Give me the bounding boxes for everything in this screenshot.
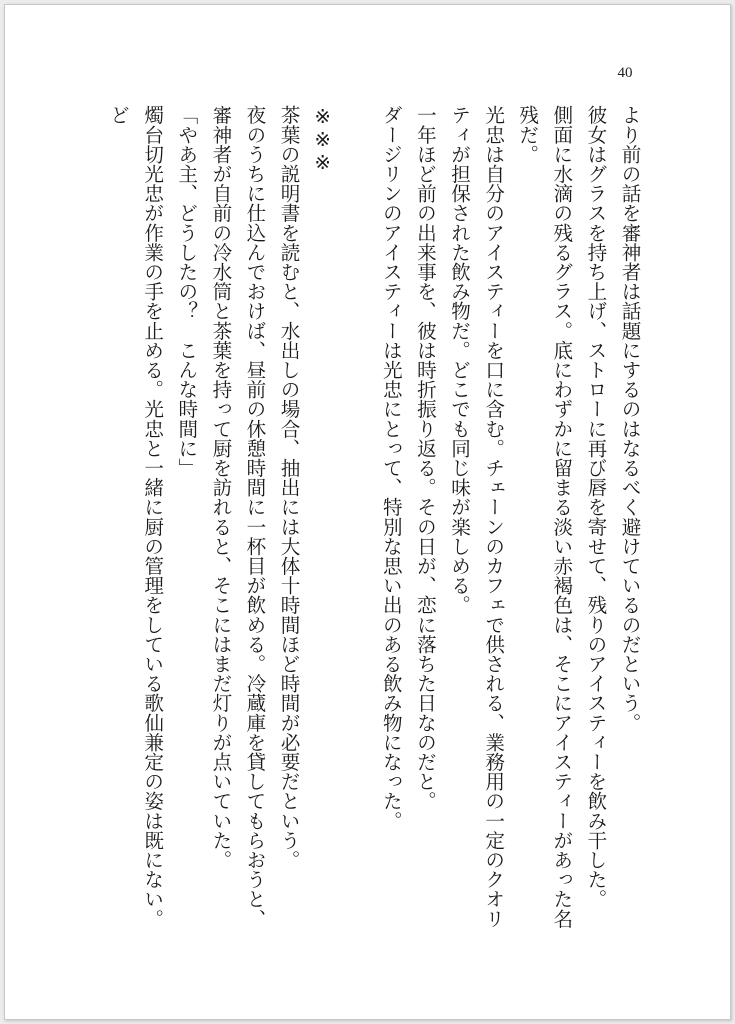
scene-break: ※※※	[311, 105, 335, 174]
blank-line	[339, 105, 373, 945]
page-number: 40	[617, 65, 633, 81]
paragraph: 「やあ主、どうしたの？ こんな時間に」	[174, 105, 198, 478]
paragraph: 一年ほど前の出来事を、彼は時折振り返る。その日が、恋に落ちた日なのだと。	[413, 105, 437, 811]
paragraph: 側面に水滴の残るグラス。底にわずかに留まる淡い赤褐色は、そこにアイスティーがあった名残だ。	[515, 105, 573, 929]
vertical-text-body	[84, 105, 646, 945]
paragraph: 光忠は自分のアイスティーを口に含む。チェーンのカフェで供される、業務用の一定のクオリティが担保された飲み物だ。どこでも同じ味が楽しめる。	[447, 105, 505, 929]
paragraph: より前の話を審神者は話題にするのはなるべく避けているのだという。	[618, 105, 641, 733]
paragraph: 彼女はグラスを持ち上げ、ストローに再び唇を寄せて、残りのアイスティーを飲み干した。	[583, 105, 607, 909]
paragraph: ダージリンのアイスティーは光忠にとって、特別な思い出のある飲み物になった。	[379, 105, 403, 831]
paragraph: 茶葉の説明書を読むと、水出しの場合、抽出には大体十時間ほど時間が必要だという。	[277, 105, 301, 870]
paragraph: 燭台切光忠が作業の手を止める。光忠と一緒に厨の管理をしている歌仙兼定の姿は既にない。ど	[106, 105, 164, 929]
paragraph: 夜のうちに仕込んでおけば、昼前の休憩時間に一杯目が飲める。冷蔵庫を貸してもらおうと、審神者が自前の冷水筒と茶葉を持って厨を訪れると、そこにはまだ灯りが点いていた。	[208, 105, 266, 929]
document-page	[4, 4, 731, 1020]
